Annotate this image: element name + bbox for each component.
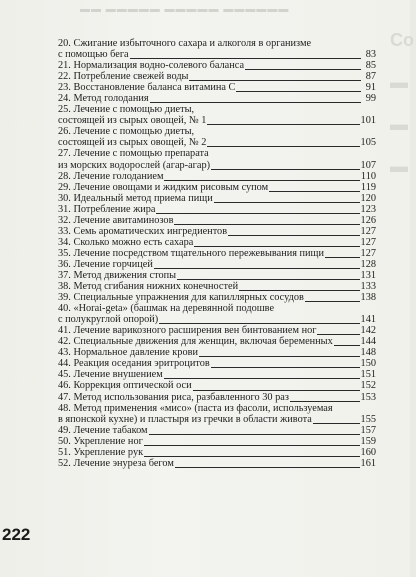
- toc-entry: [58, 215, 376, 226]
- toc-entry-page: 159: [360, 435, 376, 447]
- toc-entry-title: 33. Семь ароматических ингредиентов: [58, 225, 228, 237]
- toc-entry-title: 43. Нормальное давление крови: [58, 347, 198, 359]
- toc-entry-title: в японской кухне) и пластыря из гречки в области живота: [58, 413, 312, 425]
- toc-entry-line: [58, 38, 376, 49]
- page-number: 222: [2, 525, 31, 544]
- toc-entry-page: 155: [360, 413, 376, 425]
- toc-entry-line-last: [58, 325, 376, 336]
- leader-line: [211, 367, 360, 368]
- toc-entry-line-last: [58, 93, 376, 104]
- toc-entry: [58, 292, 376, 303]
- toc-entry: [58, 336, 376, 347]
- toc-entry: [58, 281, 376, 292]
- leader-line: [228, 235, 359, 236]
- leader-line: [305, 301, 360, 302]
- toc-entry: [58, 369, 376, 380]
- toc-entry-page: 151: [360, 369, 376, 381]
- toc-entry: [58, 259, 376, 270]
- leader-line: [175, 467, 360, 468]
- toc-entry: [58, 392, 376, 403]
- toc-entry-title: с помощью бега: [58, 49, 129, 61]
- leader-line: [334, 345, 360, 346]
- toc-entry-title: 40. «Horai-geta» (башмак на деревянной подошве: [58, 303, 275, 315]
- toc-entry-page: 157: [360, 424, 376, 436]
- leader-line: [239, 290, 359, 291]
- toc-entry-title: 36. Лечение горчицей: [58, 258, 153, 270]
- toc-entry-title: состоящей из сырых овощей, № 2: [58, 137, 207, 149]
- toc-entry: [58, 126, 376, 148]
- toc-entry: [58, 425, 376, 436]
- toc-entry-page: 131: [360, 269, 376, 281]
- toc-entry-page: 123: [360, 203, 376, 215]
- leader-line: [207, 124, 359, 125]
- toc-entry-page: 120: [360, 192, 376, 204]
- toc-entry: [58, 82, 376, 93]
- toc-entry-title: 25. Лечение с помощью диеты,: [58, 104, 195, 116]
- toc-entry-title: 23. Восстановление баланса витамина С: [58, 82, 236, 94]
- toc-entry-line-last: [58, 71, 376, 82]
- toc-entry-page: 91: [365, 82, 376, 94]
- toc-entry-page: 85: [365, 60, 376, 72]
- toc-entry-line-last: [58, 414, 376, 425]
- toc-entry-title: 21. Нормализация водно-солевого баланса: [58, 60, 245, 72]
- leader-line: [269, 191, 360, 192]
- toc-entry-page: 153: [360, 391, 376, 403]
- toc-entry: [58, 347, 376, 358]
- toc-entry-page: 126: [360, 214, 376, 226]
- toc-entry-page: 110: [360, 170, 376, 182]
- toc-entry-page: 101: [360, 115, 376, 127]
- toc-entry: [58, 447, 376, 458]
- toc-entry-line-last: [58, 226, 376, 237]
- toc-entry-title: 42. Специальные движения для женщин, включая беременных: [58, 336, 333, 348]
- toc-entry-title: 44. Реакция оседания эритроцитов: [58, 358, 210, 370]
- toc-entry-title: 20. Сжигание избыточного сахара и алкоголя в организме: [58, 38, 312, 49]
- toc-entry-page: 148: [360, 347, 376, 359]
- toc-entry-line-last: [58, 82, 376, 93]
- toc-entry-title: 38. Метод сгибания нижних конечностей: [58, 281, 239, 293]
- toc-entry-title: 32. Лечение авитаминозов: [58, 214, 174, 226]
- leader-line: [149, 434, 360, 435]
- toc-entry-line-last: [58, 392, 376, 403]
- toc-entry-page: 127: [360, 247, 376, 259]
- toc-entry-title: 48. Метод применения «мисо» (паста из фасоли, используемая: [58, 402, 333, 414]
- toc-entry-title: 26. Лечение с помощью диеты,: [58, 126, 195, 138]
- toc-entry-line-last: [58, 369, 376, 380]
- toc-entry-title: 46. Коррекция оптической оси: [58, 380, 192, 392]
- toc-entry: [58, 248, 376, 259]
- toc-entry: [58, 182, 376, 193]
- table-of-contents: [58, 38, 376, 469]
- toc-entry: [58, 104, 376, 126]
- toc-entry: [58, 204, 376, 215]
- toc-entry-page: 105: [360, 137, 376, 149]
- toc-entry-line-last: [58, 458, 376, 469]
- toc-entry: [58, 380, 376, 391]
- toc-entry: [58, 303, 376, 325]
- toc-entry-line: [58, 104, 376, 115]
- toc-entry-line-last: [58, 137, 376, 148]
- toc-entry-title: 22. Потребление свежей воды: [58, 71, 189, 83]
- toc-entry-page: 150: [360, 358, 376, 370]
- toc-entry-title: из морских водорослей (агар-агар): [58, 159, 211, 171]
- toc-entry-line-last: [58, 49, 376, 60]
- toc-entry: [58, 325, 376, 336]
- leader-line: [207, 146, 359, 147]
- leader-line: [144, 445, 360, 446]
- leader-line: [164, 378, 360, 379]
- toc-entry-page: 160: [360, 446, 376, 458]
- toc-entry-line-last: [58, 358, 376, 369]
- toc-entry-line: [58, 403, 376, 414]
- toc-entry: [58, 171, 376, 182]
- show-through-text-right: Со ▬ ▬ ▬: [390, 30, 414, 176]
- toc-entry-title: 35. Лечение посредством тщательного пережевывания пищи: [58, 247, 324, 259]
- toc-entry-page: 161: [360, 457, 376, 469]
- toc-entry-page: 83: [365, 49, 376, 61]
- toc-entry-line-last: [58, 292, 376, 303]
- toc-entry-page: 138: [360, 292, 376, 304]
- leader-line: [211, 169, 360, 170]
- leader-line: [313, 423, 360, 424]
- toc-entry-title: 24. Метод голодания: [58, 93, 149, 105]
- leader-line: [194, 246, 359, 247]
- leader-line: [317, 334, 359, 335]
- toc-entry: [58, 226, 376, 237]
- toc-entry-line-last: [58, 259, 376, 270]
- show-through-text-top: ▬▬ ▬▬▬▬▬ ▬▬▬▬▬ ▬▬▬▬▬▬: [80, 4, 290, 15]
- toc-entry-page: 119: [360, 181, 376, 193]
- toc-entry: [58, 193, 376, 204]
- leader-line: [177, 279, 359, 280]
- toc-entry: [58, 458, 376, 469]
- toc-entry-line-last: [58, 60, 376, 71]
- leader-line: [164, 180, 359, 181]
- toc-entry-line-last: [58, 336, 376, 347]
- toc-entry: [58, 403, 376, 425]
- toc-entry-line-last: [58, 182, 376, 193]
- toc-entry-line-last: [58, 215, 376, 226]
- leader-line: [154, 268, 360, 269]
- toc-entry-line: [58, 148, 376, 159]
- leader-line: [130, 58, 361, 59]
- toc-entry-line-last: [58, 115, 376, 126]
- toc-entry-title: 39. Специальные упражнения для капиллярных сосудов: [58, 292, 304, 304]
- leader-line: [290, 401, 360, 402]
- toc-entry-line-last: [58, 204, 376, 215]
- leader-line: [325, 257, 360, 258]
- toc-entry-line-last: [58, 380, 376, 391]
- leader-line: [150, 102, 361, 103]
- leader-line: [189, 80, 361, 81]
- toc-entry-title: 28. Лечение голоданием: [58, 170, 164, 182]
- toc-entry-line-last: [58, 270, 376, 281]
- toc-entry-line: [58, 126, 376, 137]
- toc-entry-title: 31. Потребление жира: [58, 203, 156, 215]
- toc-entry-title: с полукруглой опорой): [58, 314, 159, 326]
- toc-entry: [58, 436, 376, 447]
- toc-entry-line-last: [58, 314, 376, 325]
- toc-entry: [58, 237, 376, 248]
- leader-line: [245, 69, 361, 70]
- toc-entry-line-last: [58, 193, 376, 204]
- toc-entry-line-last: [58, 237, 376, 248]
- toc-entry-line-last: [58, 436, 376, 447]
- toc-entry-page: 128: [360, 258, 376, 270]
- toc-entry: [58, 358, 376, 369]
- leader-line: [199, 356, 360, 357]
- toc-entry-title: 27. Лечение с помощью препарата: [58, 148, 209, 160]
- toc-entry-line-last: [58, 347, 376, 358]
- leader-line: [193, 390, 360, 391]
- toc-entry-page: 144: [360, 336, 376, 348]
- toc-entry-page: 152: [360, 380, 376, 392]
- toc-entry-title: 50. Укрепление ног: [58, 435, 143, 447]
- toc-entry-title: 30. Идеальный метод приема пищи: [58, 192, 213, 204]
- toc-entry-title: 29. Лечение овощами и жидким рисовым супом: [58, 181, 269, 193]
- toc-entry-line-last: [58, 425, 376, 436]
- toc-entry-title: 34. Сколько можно есть сахара: [58, 236, 194, 248]
- toc-entry-title: состоящей из сырых овощей, № 1: [58, 115, 207, 127]
- toc-entry-page: 87: [365, 71, 376, 83]
- toc-entry-line-last: [58, 248, 376, 259]
- toc-entry-page: 107: [360, 159, 376, 171]
- toc-entry-page: 141: [360, 314, 376, 326]
- leader-line: [156, 213, 359, 214]
- toc-entry-title: 52. Лечение энуреза бегом: [58, 457, 174, 469]
- toc-entry-page: 127: [360, 225, 376, 237]
- toc-entry: [58, 38, 376, 60]
- toc-entry-line-last: [58, 447, 376, 458]
- leader-line: [159, 323, 359, 324]
- toc-entry-line: [58, 303, 376, 314]
- toc-entry-page: 127: [360, 236, 376, 248]
- toc-entry-title: 45. Лечение внушением: [58, 369, 163, 381]
- toc-entry-line-last: [58, 171, 376, 182]
- toc-entry-title: 49. Лечение табаком: [58, 424, 148, 436]
- toc-entry-line-last: [58, 281, 376, 292]
- toc-entry: [58, 148, 376, 170]
- toc-entry-page: 142: [360, 325, 376, 337]
- toc-entry-line-last: [58, 160, 376, 171]
- toc-entry-page: 99: [365, 93, 376, 105]
- toc-entry-page: 133: [360, 281, 376, 293]
- leader-line: [174, 224, 359, 225]
- toc-entry-title: 37. Метод движения стопы: [58, 269, 177, 281]
- toc-entry-title: 51. Укрепление рук: [58, 446, 144, 458]
- toc-entry: [58, 93, 376, 104]
- leader-line: [236, 91, 361, 92]
- toc-entry: [58, 71, 376, 82]
- toc-entry-title: 41. Лечение варикозного расширения вен бинтованием ног: [58, 325, 317, 337]
- leader-line: [144, 456, 359, 457]
- toc-entry-title: 47. Метод использования риса, разбавленного 30 раз: [58, 391, 289, 403]
- toc-entry: [58, 60, 376, 71]
- leader-line: [214, 202, 360, 203]
- toc-entry: [58, 270, 376, 281]
